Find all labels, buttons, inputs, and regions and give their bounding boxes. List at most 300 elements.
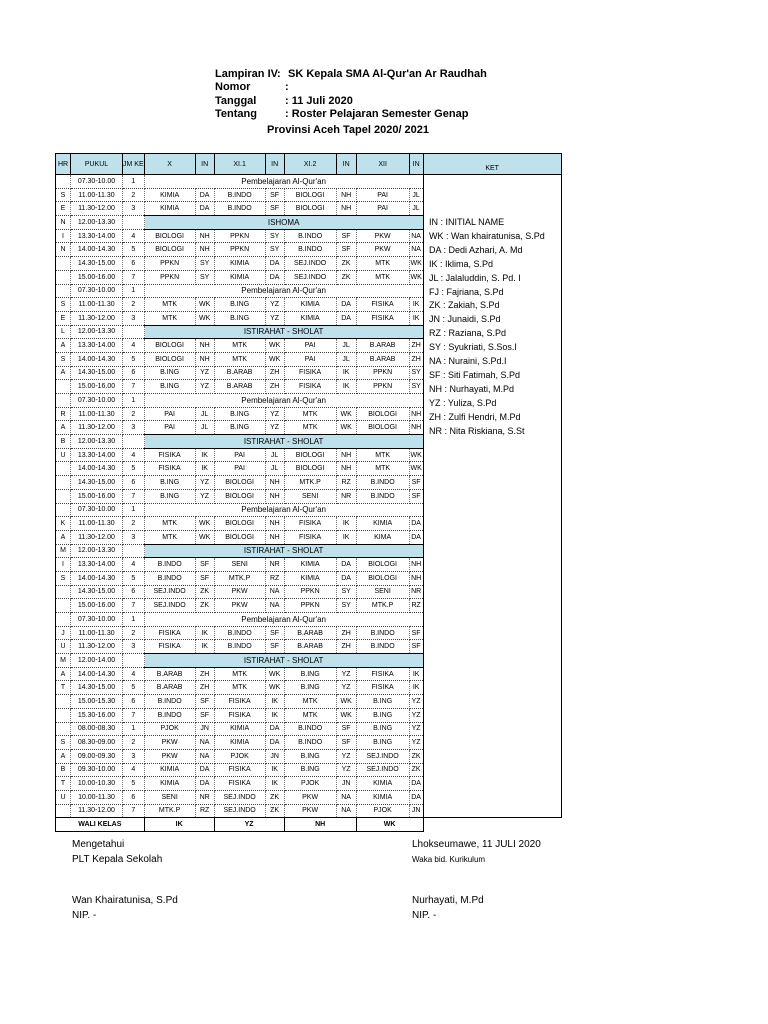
teacher-xii: ZK — [409, 749, 423, 763]
merged-activity: Pembelajaran Al-Qur'an — [144, 394, 423, 408]
teacher-xi1: IK — [265, 708, 284, 722]
period-number: 5 — [123, 352, 145, 366]
period-number: 3 — [123, 530, 145, 544]
teacher-xii: YZ — [409, 736, 423, 750]
subject-xi2: SEJ.INDO — [284, 270, 336, 284]
col-header: HR — [56, 154, 71, 175]
period-number: 2 — [123, 626, 145, 640]
day-letter — [56, 695, 71, 709]
period-number: 1 — [123, 394, 145, 408]
teacher-xi1: WK — [265, 352, 284, 366]
period-number: 1 — [123, 175, 145, 189]
teacher-xi1: SF — [265, 626, 284, 640]
ket-entry: NH : Nurhayati, M.Pd — [429, 383, 515, 394]
teacher-x: DA — [195, 188, 214, 202]
subject-x: KIMIA — [144, 188, 195, 202]
subject-x: MTK — [144, 517, 195, 531]
teacher-xi1: JL — [265, 448, 284, 462]
day-letter — [56, 462, 71, 476]
subject-xii: B.ING — [356, 708, 409, 722]
teacher-xii: WK — [409, 462, 423, 476]
period-number: 3 — [123, 749, 145, 763]
teacher-xii: NH — [409, 571, 423, 585]
ket-entry: ZK : Zakiah, S.Pd — [429, 300, 500, 311]
period-number: 5 — [123, 571, 145, 585]
teacher-xi2: SY — [336, 585, 356, 599]
teacher-xi2: NH — [336, 188, 356, 202]
subject-x: B.INDO — [144, 571, 195, 585]
subject-xii: BIOLOGI — [356, 421, 409, 435]
teacher-x: JL — [195, 421, 214, 435]
teacher-xii: WK — [409, 257, 423, 271]
subject-xii: B.INDO — [356, 489, 409, 503]
subject-x: PKW — [144, 736, 195, 750]
subject-xi2: PJOK — [284, 777, 336, 791]
time-slot: 11.00-11.30 — [71, 407, 123, 421]
subject-xi1: B.ING — [214, 421, 265, 435]
day-letter: A — [56, 667, 71, 681]
col-header: XI.1 — [214, 154, 265, 175]
ket-entry: SF : Siti Fatimah, S.Pd — [429, 369, 521, 380]
merged-activity: Pembelajaran Al-Qur'an — [144, 175, 423, 189]
subject-xi1: FISIKA — [214, 777, 265, 791]
period-number: 5 — [123, 777, 145, 791]
subject-xi1: KIMIA — [214, 270, 265, 284]
teacher-xii: IK — [409, 311, 423, 325]
subject-x: FISIKA — [144, 448, 195, 462]
subject-xi1: PKW — [214, 585, 265, 599]
subject-x: PAI — [144, 407, 195, 421]
col-header: JM KE — [123, 154, 145, 175]
period-number: 2 — [123, 407, 145, 421]
subject-xi1: B.ING — [214, 298, 265, 312]
subject-xi2: B.ING — [284, 763, 336, 777]
day-letter — [56, 270, 71, 284]
merged-activity: ISHOMA — [144, 216, 423, 230]
time-slot: 11.00-11.30 — [71, 188, 123, 202]
subject-xi2: SEJ.INDO — [284, 257, 336, 271]
time-slot: 12.00-13.30 — [71, 435, 123, 449]
day-letter: A — [56, 530, 71, 544]
teacher-xi2: SF — [336, 229, 356, 243]
teacher-xii: SY — [409, 380, 423, 394]
day-letter — [56, 175, 71, 189]
ket-entry: SY : Syukriati, S.Sos.I — [429, 342, 517, 353]
subject-xi1: MTK — [214, 681, 265, 695]
col-header: X — [144, 154, 195, 175]
subject-xi1: MTK — [214, 667, 265, 681]
time-slot: 11.00-11.30 — [71, 517, 123, 531]
subject-x: PJOK — [144, 722, 195, 736]
period-number: 7 — [123, 599, 145, 613]
subject-xi2: PAI — [284, 339, 336, 353]
subject-xi1: PAI — [214, 448, 265, 462]
ket-entry: ZH : Zulfi Hendri, M.Pd — [429, 411, 521, 422]
subject-xi1: KIMIA — [214, 736, 265, 750]
time-slot: 08.30-09.00 — [71, 736, 123, 750]
time-slot: 14.30-15.00 — [71, 476, 123, 490]
teacher-xi1: ZK — [265, 790, 284, 804]
teacher-xi1: SF — [265, 202, 284, 216]
subject-xi1: MTK — [214, 339, 265, 353]
time-slot: 12.00-13.30 — [71, 216, 123, 230]
day-letter: U — [56, 448, 71, 462]
period-number — [123, 544, 145, 558]
subject-xi1: KIMIA — [214, 722, 265, 736]
time-slot: 07.30-10.00 — [71, 613, 123, 627]
subject-xii: BIOLOGI — [356, 407, 409, 421]
sig-right-name: Nurhayati, M.Pd — [412, 895, 484, 906]
period-number: 4 — [123, 229, 145, 243]
sig-left-name: Wan Khairatunisa, S.Pd — [72, 895, 178, 906]
time-slot: 12.00-14.00 — [71, 654, 123, 668]
subject-xi2: BIOLOGI — [284, 202, 336, 216]
teacher-xii: SF — [409, 489, 423, 503]
day-letter: M — [56, 654, 71, 668]
subject-xi2: FISIKA — [284, 530, 336, 544]
teacher-xi1: DA — [265, 722, 284, 736]
day-letter: T — [56, 681, 71, 695]
period-number: 3 — [123, 421, 145, 435]
teacher-xi2: NH — [336, 202, 356, 216]
day-letter: S — [56, 298, 71, 312]
teacher-xii: ZH — [409, 352, 423, 366]
teacher-xii: IK — [409, 667, 423, 681]
day-letter — [56, 599, 71, 613]
period-number: 1 — [123, 613, 145, 627]
teacher-x: WK — [195, 530, 214, 544]
teacher-xi1: RZ — [265, 571, 284, 585]
header-value: SK Kepala SMA Al-Qur'an Ar Raudhah — [288, 68, 487, 80]
subject-xi1: FISIKA — [214, 708, 265, 722]
subject-xii: BIOLOGI — [356, 571, 409, 585]
period-number: 4 — [123, 558, 145, 572]
subject-xi2: PPKN — [284, 585, 336, 599]
day-letter: I — [56, 558, 71, 572]
subject-xi1: SEJ.INDO — [214, 804, 265, 818]
subject-xii: MTK — [356, 448, 409, 462]
time-slot: 15.00-16.00 — [71, 380, 123, 394]
header-label: Tentang — [215, 108, 257, 120]
subject-x: B.ARAB — [144, 667, 195, 681]
day-letter: B — [56, 435, 71, 449]
period-number: 2 — [123, 517, 145, 531]
subject-xi2: FISIKA — [284, 366, 336, 380]
subject-xii: SEJ.INDO — [356, 763, 409, 777]
day-letter: L — [56, 325, 71, 339]
time-slot: 14.00-14.30 — [71, 667, 123, 681]
teacher-xi1: YZ — [265, 311, 284, 325]
header-subtitle: Provinsi Aceh Tapel 2020/ 2021 — [267, 124, 430, 136]
day-letter: R — [56, 407, 71, 421]
teacher-xii: DA — [409, 517, 423, 531]
time-slot: 11.30-12.00 — [71, 202, 123, 216]
day-letter — [56, 804, 71, 818]
teacher-xi1: NH — [265, 476, 284, 490]
period-number: 1 — [123, 503, 145, 517]
subject-xi2: KIMIA — [284, 311, 336, 325]
time-slot: 07.30-10.00 — [71, 503, 123, 517]
teacher-xii: WK — [409, 448, 423, 462]
teacher-xii: DA — [409, 777, 423, 791]
merged-activity: Pembelajaran Al-Qur'an — [144, 284, 423, 298]
day-letter — [56, 284, 71, 298]
period-number — [123, 435, 145, 449]
subject-xi2: FISIKA — [284, 380, 336, 394]
subject-xi2: BIOLOGI — [284, 188, 336, 202]
period-number: 2 — [123, 188, 145, 202]
period-number: 5 — [123, 462, 145, 476]
time-slot: 11.00-11.30 — [71, 298, 123, 312]
time-slot: 14.00-14.30 — [71, 462, 123, 476]
subject-x: MTK — [144, 298, 195, 312]
period-number: 7 — [123, 708, 145, 722]
subject-x: BIOLOGI — [144, 243, 195, 257]
subject-xi2: MTK.P — [284, 476, 336, 490]
teacher-xii: YZ — [409, 708, 423, 722]
col-header: PUKUL — [71, 154, 123, 175]
period-number: 2 — [123, 298, 145, 312]
period-number: 4 — [123, 448, 145, 462]
day-letter — [56, 585, 71, 599]
day-letter: B — [56, 763, 71, 777]
day-letter — [56, 257, 71, 271]
period-number: 7 — [123, 270, 145, 284]
subject-xi1: PJOK — [214, 749, 265, 763]
ket-entry: IK : Iklima, S.Pd — [429, 258, 494, 269]
teacher-x: ZK — [195, 585, 214, 599]
teacher-x: IK — [195, 462, 214, 476]
period-number: 4 — [123, 667, 145, 681]
teacher-xi2: RZ — [336, 476, 356, 490]
time-slot: 14.30-15.00 — [71, 257, 123, 271]
subject-x: B.ARAB — [144, 681, 195, 695]
teacher-xi1: YZ — [265, 421, 284, 435]
subject-xi2: B.ARAB — [284, 626, 336, 640]
subject-x: B.ING — [144, 476, 195, 490]
subject-x: KIMIA — [144, 763, 195, 777]
teacher-xi2: SY — [336, 599, 356, 613]
period-number — [123, 654, 145, 668]
teacher-x: JN — [195, 722, 214, 736]
time-slot: 13.30-14.00 — [71, 448, 123, 462]
teacher-xi2: NR — [336, 489, 356, 503]
subject-xii: KIMA — [356, 530, 409, 544]
teacher-xi1: ZH — [265, 366, 284, 380]
subject-xi2: BIOLOGI — [284, 462, 336, 476]
subject-xi1: PPKN — [214, 229, 265, 243]
teacher-xi2: DA — [336, 311, 356, 325]
teacher-xi1: NH — [265, 530, 284, 544]
subject-x: PKW — [144, 749, 195, 763]
col-header: XI.2 — [284, 154, 336, 175]
header-row-tanggal — [215, 95, 515, 109]
teacher-x: NH — [195, 229, 214, 243]
teacher-x: NH — [195, 243, 214, 257]
time-slot: 11.00-11.30 — [71, 626, 123, 640]
day-letter: J — [56, 626, 71, 640]
ket-entry: YZ : Yuliza, S.Pd — [429, 397, 497, 408]
subject-xii: MTK — [356, 257, 409, 271]
time-slot: 07.30-10.00 — [71, 175, 123, 189]
teacher-x: NA — [195, 736, 214, 750]
teacher-xi1: NH — [265, 489, 284, 503]
teacher-xii: SF — [409, 640, 423, 654]
ket-entry: FJ : Fajriana, S.Pd — [429, 286, 504, 297]
wali-kelas-blank — [423, 818, 561, 832]
header-row-tentang — [215, 108, 515, 122]
wali-kelas-value: NH — [284, 818, 356, 832]
subject-xii: B.ING — [356, 736, 409, 750]
subject-x: KIMIA — [144, 202, 195, 216]
teacher-x: IK — [195, 626, 214, 640]
subject-xi2: B.INDO — [284, 243, 336, 257]
time-slot: 07.30-10.00 — [71, 394, 123, 408]
subject-xi1: SENI — [214, 558, 265, 572]
teacher-xii: JL — [409, 202, 423, 216]
subject-xi2: MTK — [284, 695, 336, 709]
period-number: 7 — [123, 489, 145, 503]
day-letter: S — [56, 352, 71, 366]
teacher-xii: DA — [409, 790, 423, 804]
ket-entry: WK : Wan khairatunisa, S.Pd — [429, 230, 545, 241]
day-letter — [56, 708, 71, 722]
teacher-xii: RZ — [409, 599, 423, 613]
time-slot: 10.00-11.30 — [71, 790, 123, 804]
teacher-x: ZK — [195, 599, 214, 613]
time-slot: 12.00-13.30 — [71, 544, 123, 558]
teacher-xii: NH — [409, 421, 423, 435]
subject-xi1: B.ING — [214, 311, 265, 325]
subject-xi2: PPKN — [284, 599, 336, 613]
subject-xii: MTK.P — [356, 599, 409, 613]
subject-xii: KIMIA — [356, 777, 409, 791]
subject-xi2: B.ING — [284, 667, 336, 681]
day-letter — [56, 613, 71, 627]
teacher-xi1: YZ — [265, 407, 284, 421]
teacher-xi1: DA — [265, 257, 284, 271]
col-header: IN — [265, 154, 284, 175]
teacher-xii: NH — [409, 407, 423, 421]
period-number — [123, 325, 145, 339]
ket-legend — [429, 216, 545, 439]
teacher-xi1: DA — [265, 736, 284, 750]
subject-xi2: B.INDO — [284, 736, 336, 750]
subject-xii: BIOLOGI — [356, 558, 409, 572]
subject-xii: B.INDO — [356, 640, 409, 654]
time-slot: 14.00-14.30 — [71, 571, 123, 585]
sig-left-mengetahui: Mengetahui — [72, 839, 125, 850]
subject-xii: B.ING — [356, 722, 409, 736]
subject-xi1: MTK.P — [214, 571, 265, 585]
teacher-xi2: YZ — [336, 749, 356, 763]
period-number: 3 — [123, 311, 145, 325]
subject-xii: FISIKA — [356, 667, 409, 681]
teacher-xi2: JL — [336, 339, 356, 353]
ket-entry: NA : Nuraini, S.Pd.I — [429, 356, 507, 367]
period-number: 4 — [123, 763, 145, 777]
teacher-xii: NA — [409, 229, 423, 243]
teacher-xi2: IK — [336, 366, 356, 380]
period-number: 6 — [123, 790, 145, 804]
subject-xi1: FISIKA — [214, 695, 265, 709]
teacher-xii: YZ — [409, 722, 423, 736]
teacher-x: WK — [195, 311, 214, 325]
teacher-x: IK — [195, 640, 214, 654]
subject-xi2: B.ING — [284, 681, 336, 695]
day-letter: M — [56, 544, 71, 558]
subject-x: B.INDO — [144, 558, 195, 572]
table-row — [56, 175, 562, 189]
subject-x: KIMIA — [144, 777, 195, 791]
period-number: 5 — [123, 681, 145, 695]
teacher-x: ZH — [195, 667, 214, 681]
period-number: 1 — [123, 722, 145, 736]
subject-xi1: B.ARAB — [214, 366, 265, 380]
teacher-xi2: NA — [336, 804, 356, 818]
subject-xi2: PKW — [284, 804, 336, 818]
subject-xi1: B.ING — [214, 407, 265, 421]
subject-xi2: B.ARAB — [284, 640, 336, 654]
ket-entry: DA : Dedi Azhari, A. Md — [429, 244, 523, 255]
ket-entry: RZ : Raziana, S.Pd — [429, 328, 507, 339]
teacher-xi2: SF — [336, 722, 356, 736]
period-number: 4 — [123, 339, 145, 353]
merged-activity: ISTIRAHAT - SHOLAT — [144, 544, 423, 558]
subject-x: B.ING — [144, 489, 195, 503]
teacher-xii: DA — [409, 530, 423, 544]
day-letter: A — [56, 421, 71, 435]
subject-x: PPKN — [144, 257, 195, 271]
teacher-xii: NA — [409, 243, 423, 257]
teacher-xi2: ZH — [336, 626, 356, 640]
day-letter: E — [56, 311, 71, 325]
col-header: IN — [336, 154, 356, 175]
teacher-x: YZ — [195, 380, 214, 394]
subject-x: B.INDO — [144, 708, 195, 722]
subject-xii: PAI — [356, 202, 409, 216]
teacher-xi1: SY — [265, 243, 284, 257]
merged-activity: ISTIRAHAT - SHOLAT — [144, 325, 423, 339]
subject-x: BIOLOGI — [144, 352, 195, 366]
subject-x: SEJ.INDO — [144, 585, 195, 599]
day-letter — [56, 394, 71, 408]
day-letter: A — [56, 339, 71, 353]
teacher-xi1: YZ — [265, 298, 284, 312]
teacher-xii: WK — [409, 270, 423, 284]
subject-x: PPKN — [144, 270, 195, 284]
teacher-xi2: YZ — [336, 667, 356, 681]
teacher-xii: JL — [409, 188, 423, 202]
teacher-x: SF — [195, 695, 214, 709]
header-label: Nomor — [215, 81, 251, 93]
time-slot: 12.00-13.30 — [71, 325, 123, 339]
teacher-xi2: DA — [336, 571, 356, 585]
teacher-x: WK — [195, 517, 214, 531]
subject-xii: B.ARAB — [356, 339, 409, 353]
subject-xii: FISIKA — [356, 681, 409, 695]
time-slot: 11.30-12.00 — [71, 530, 123, 544]
time-slot: 15.30-16.00 — [71, 708, 123, 722]
subject-xii: PJOK — [356, 804, 409, 818]
teacher-xi2: NH — [336, 448, 356, 462]
period-number: 7 — [123, 380, 145, 394]
day-letter — [56, 503, 71, 517]
time-slot: 14.30-15.00 — [71, 681, 123, 695]
time-slot: 07.30-10.00 — [71, 284, 123, 298]
teacher-xii: JN — [409, 804, 423, 818]
teacher-xi1: SY — [265, 229, 284, 243]
